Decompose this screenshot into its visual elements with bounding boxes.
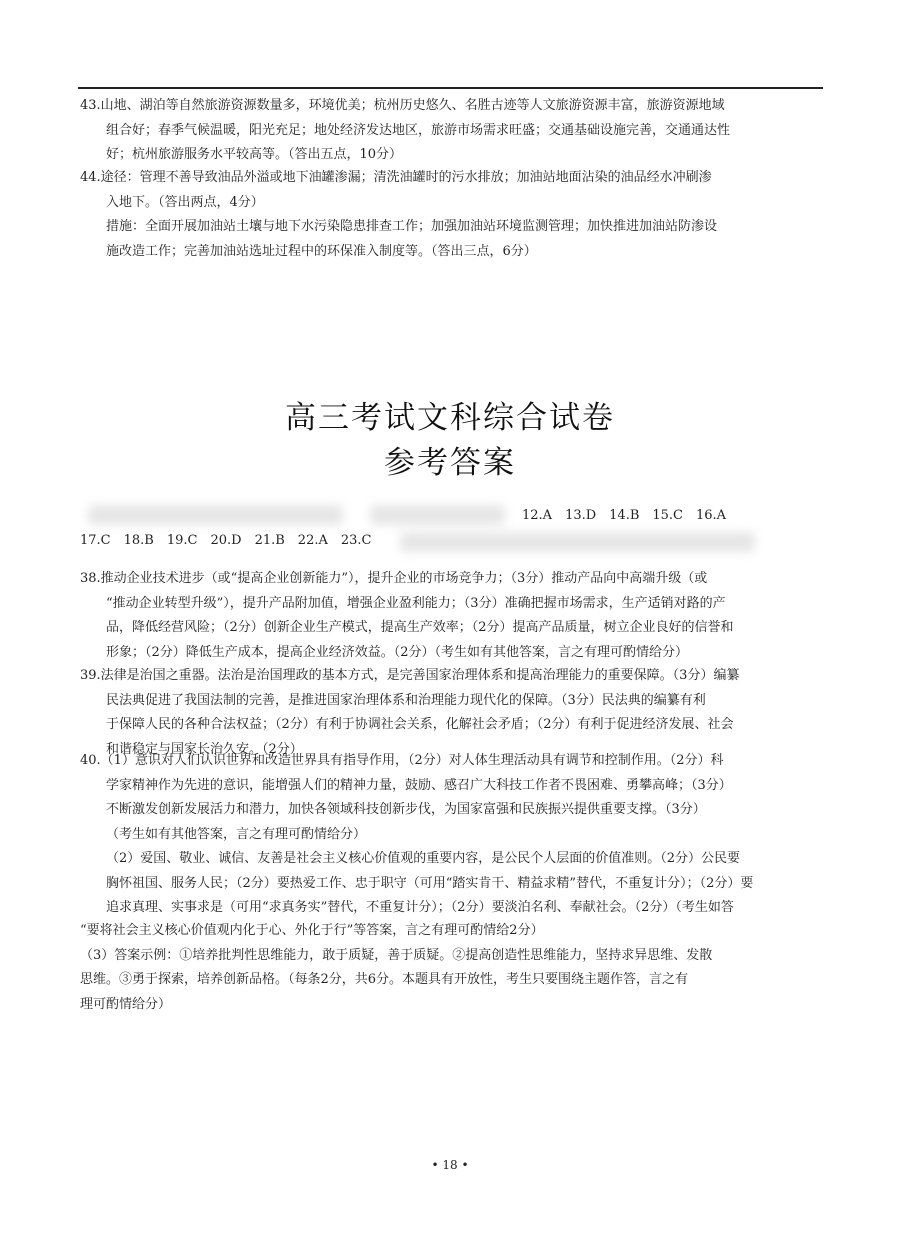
answer-44-line: 44.途径：管理不善导致油品外溢或地下油罐渗漏；清洗油罐时的污水排放；加油站地面沾染的油品经水冲刷渗	[80, 170, 712, 185]
answer-40-line: （考生如有其他答案，言之有理可酌情给分）	[106, 826, 367, 842]
answer-38-line: 38.推动企业技术进步（或“提高企业创新能力”），提升企业的市场竞争力；（3分）推动产品向中高端升级（或	[80, 571, 708, 586]
answer-43	[80, 94, 760, 168]
answer-38-line: 形象；（2分）降低生产成本，提高企业经济效益。（2分）（考生如有其他答案，言之有理可酌情给分）	[106, 644, 689, 660]
answer-40-line: （2）爱国、敬业、诚信、友善是社会主义核心价值观的重要内容，是公民个人层面的价值准则。（2分）公民要	[106, 851, 741, 866]
choice-answers-row-2: 17.C 18.B 19.C 20.D 21.B 22.A 23.C	[80, 533, 372, 548]
answer-39-line: 于保障人民的各种合法权益；（2分）有利于协调社会关系，化解社会矛盾；（2分）有利于促进经济发展、社会	[106, 717, 734, 732]
answer-39-line: 民法典促进了我国法制的完善，是推进国家治理体系和治理能力现代化的保障。（3分）民法典的编纂有利	[106, 692, 706, 708]
answer-40-line: 追求真理、实事求是（可用“求真务实”替代，不重复计分）；（2分）要淡泊名利、奉献社会。（2分）（考生如答	[106, 900, 734, 915]
answer-40-cont-line: “要将社会主义核心价值观内化于心、外化于行”等答案，言之有理可酌情给2分）	[80, 923, 544, 938]
answer-40-line: 40.（1）意识对人们认识世界和改造世界具有指导作用，（2分）对人体生理活动具有调节和控制作用。（2分）科	[80, 753, 724, 768]
answer-44-line: 入地下。（答出两点，4分）	[106, 194, 264, 210]
answer-38	[80, 567, 760, 665]
answer-40-line: 胸怀祖国、服务人民；（2分）要热爱工作、忠于职守（可用“踏实肯干、精益求精”替代，不重复计分）；（2分）要	[106, 875, 754, 891]
header-rule	[78, 87, 823, 89]
answer-40	[80, 749, 760, 921]
answer-38-line: “推动企业转型升级”），提升产品附加值，增强企业盈利能力；（3分）准确把握市场需求，生产适销对路的产	[106, 595, 726, 611]
answer-39-line: 39.法律是治国之重器。法治是治国理政的基本方式，是完善国家治理体系和提高治理能力的重要保障。（3分）编纂	[80, 668, 740, 683]
answer-44-measures-line: 施改造工作；完善加油站选址过程中的环保准入制度等。（答出三点，6分）	[106, 243, 537, 259]
choice-answers-row-1: 12.A 13.D 14.B 15.C 16.A	[522, 508, 727, 523]
page-number: • 18 •	[431, 1158, 469, 1172]
answer-40-line: 不断激发创新发展活力和潜力，加快各领域科技创新步伐，为国家富强和民族振兴提供重要支撑。（3分）	[106, 802, 706, 817]
answer-40-cont-line: 思维。③勇于探索，培养创新品格。（每条2分，共6分。本题具有开放性，考生只要围绕主题作答，言之有	[80, 972, 689, 987]
answer-40-continued	[80, 919, 760, 1017]
answer-38-line: 品，降低经营风险；（2分）创新企业生产模式，提高生产效率；（2分）提高产品质量，树立企业良好的信誉和	[106, 620, 734, 635]
answer-39	[80, 664, 760, 762]
answer-43-line: 43.山地、湖泊等自然旅游资源数量多，环境优美；杭州历史悠久、名胜古迹等人文旅游资源丰富，旅游资源地域	[80, 98, 725, 113]
answer-44	[80, 166, 760, 264]
redacted-region	[370, 505, 505, 525]
answer-39-line: 和谐稳定与国家长治久安。（2分）	[106, 741, 303, 757]
document-title: 高三考试文科综合试卷	[285, 400, 615, 436]
answer-40-line: 学家精神作为先进的意识，能增强人们的精神力量，鼓励、感召广大科技工作者不畏困难、勇攀高峰；（3分）	[106, 777, 732, 793]
redacted-region	[400, 532, 755, 552]
answer-40-cont-line: 理可酌情给分）	[80, 996, 172, 1012]
answer-44-measures-line: 措施：全面开展加油站土壤与地下水污染隐患排查工作；加强加油站环境监测管理；加快推进加油站防渗设	[106, 219, 718, 234]
answer-40-cont-line: （3）答案示例：①培养批判性思维能力，敢于质疑，善于质疑。②提高创造性思维能力，坚持求异思维、发散	[80, 947, 713, 963]
answer-43-line: 好；杭州旅游服务水平较高等。（答出五点，10分）	[106, 147, 403, 162]
answer-43-line: 组合好；春季气候温暖，阳光充足；地处经济发达地区，旅游市场需求旺盛；交通基础设施完善，交通通达性	[106, 122, 731, 138]
redacted-region	[88, 505, 343, 525]
document-subtitle: 参考答案	[384, 445, 516, 481]
